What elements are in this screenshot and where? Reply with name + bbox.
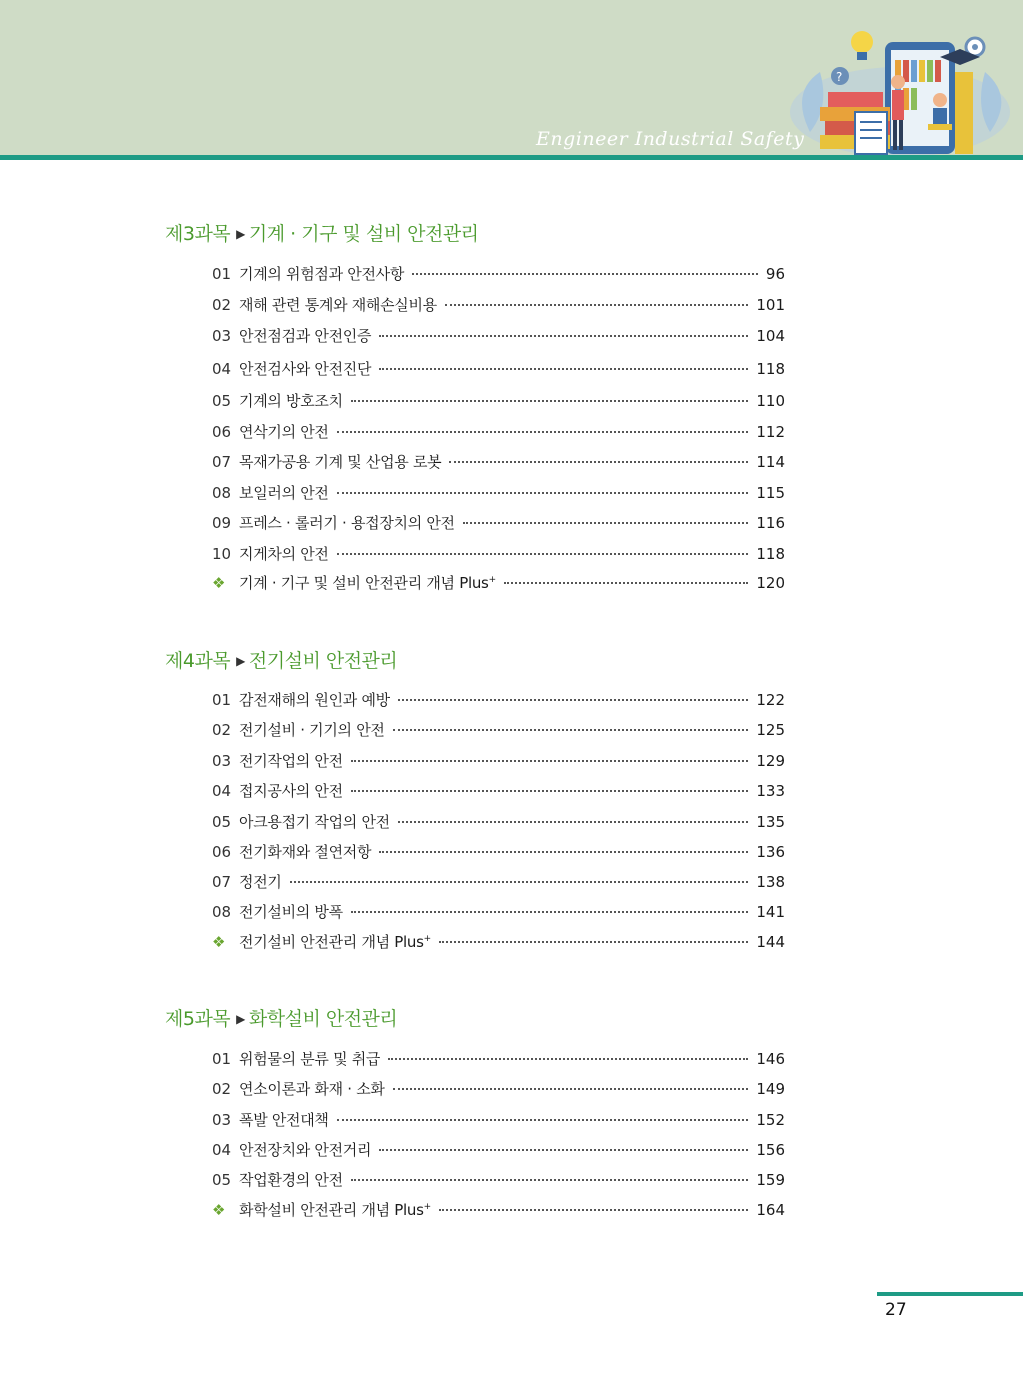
toc-page: 96 [765,265,785,283]
toc-number: 03 [212,327,232,345]
toc-page: 146 [756,1050,785,1068]
toc-row[interactable] [212,512,785,536]
toc-label: 안전점검과 안전인증 [239,327,372,345]
plus-sup: + [488,575,496,585]
toc-row[interactable] [212,1109,785,1133]
leader-dots [439,940,748,943]
toc-number: 07 [212,453,232,471]
play-arrow-icon: ▶ [236,1012,245,1026]
toc-row-plus[interactable] [212,572,785,596]
toc-label: 안전장치와 안전거리 [239,1141,372,1159]
toc-page: 156 [756,1141,785,1159]
toc-label [239,1199,431,1220]
leader-dots [379,334,748,337]
leader-dots [463,521,749,524]
toc-number: 05 [212,1171,232,1189]
leader-dots [351,789,749,792]
diamond-bullet-icon: ❖ [212,1201,226,1219]
toc-label: 감전재해의 원인과 예방 [239,691,390,709]
leader-dots [449,460,748,463]
leader-dots [393,728,749,731]
plus-sup: + [423,1202,431,1212]
toc-row[interactable] [212,543,785,567]
section-text: 화학설비 안전관리 [248,1008,398,1030]
toc-number: 05 [212,813,232,831]
toc-label: 연삭기의 안전 [239,423,329,441]
toc-page: 133 [756,782,785,800]
section-title-5 [165,1004,397,1031]
section-title-3 [165,219,479,246]
toc-label: 접지공사의 안전 [239,782,343,800]
play-arrow-icon: ▶ [236,654,245,668]
section-text: 기계 · 기구 및 설비 안전관리 [248,223,479,245]
toc-number: 06 [212,843,232,861]
plus-sup: + [423,934,431,944]
leader-dots [388,1057,748,1060]
toc-page: 135 [756,813,785,831]
toc-label: 작업환경의 안전 [239,1171,343,1189]
plus-label: 전기설비 안전관리 개념 Plus [239,933,424,951]
leader-dots [445,303,748,306]
leader-dots [398,698,749,701]
toc-row[interactable] [212,901,785,925]
toc-number: 08 [212,484,232,502]
toc-row[interactable] [212,451,785,475]
study-illustration [780,12,1020,157]
toc-number: 09 [212,514,232,532]
toc-number: 06 [212,423,232,441]
toc-row[interactable] [212,390,785,414]
play-arrow-icon: ▶ [236,227,245,241]
toc-row[interactable] [212,421,785,445]
toc-number: 04 [212,1141,232,1159]
diamond-bullet-icon: ❖ [212,933,226,951]
toc-number: 01 [212,1050,232,1068]
toc-row-plus[interactable] [212,931,785,955]
toc-number: 04 [212,360,232,378]
leader-dots [351,910,749,913]
leader-dots [351,399,749,402]
toc-label: 전기화재와 절연저항 [239,843,372,861]
toc-row[interactable] [212,811,785,835]
toc-label: 기계의 위험점과 안전사항 [239,265,405,283]
svg-text:?: ? [836,70,843,84]
toc-number: 01 [212,265,232,283]
toc-label: 전기설비의 방폭 [239,903,343,921]
leader-dots [379,1148,748,1151]
toc-page: 136 [756,843,785,861]
leader-dots [398,820,749,823]
leader-dots [337,552,749,555]
toc-label: 전기설비 · 기기의 안전 [239,721,385,739]
toc-number: 07 [212,873,232,891]
section-title-4 [165,646,397,673]
toc-row[interactable] [212,325,785,349]
diamond-bullet-icon: ❖ [212,574,226,592]
toc-row[interactable] [212,1169,785,1193]
toc-number: 04 [212,782,232,800]
toc-label: 안전검사와 안전진단 [239,360,372,378]
toc-page: 101 [756,296,785,314]
leader-dots [290,880,749,883]
toc-page: 129 [756,752,785,770]
header-title: Engineer Industrial Safety [536,128,805,150]
toc-page: 114 [756,453,785,471]
toc-page: 112 [756,423,785,441]
toc-number: 03 [212,752,232,770]
toc-page: 120 [756,574,785,592]
plus-label: 기계 · 기구 및 설비 안전관리 개념 Plus [239,574,489,592]
toc-label: 지게차의 안전 [239,545,329,563]
section-text: 전기설비 안전관리 [248,650,398,672]
toc-number: 02 [212,721,232,739]
toc-row[interactable] [212,482,785,506]
toc-row[interactable] [212,1078,785,1102]
toc-row[interactable] [212,750,785,774]
toc-page: 110 [756,392,785,410]
toc-row[interactable] [212,841,785,865]
leader-dots [439,1208,748,1211]
leader-dots [412,272,758,275]
toc-label [239,931,431,952]
toc-page: 115 [756,484,785,502]
leader-dots [337,491,749,494]
toc-label: 폭발 안전대책 [239,1111,329,1129]
section-prefix: 제4과목 [165,650,231,672]
leader-dots [351,759,749,762]
leader-dots [351,1178,749,1181]
toc-number: 01 [212,691,232,709]
toc-page: 118 [756,545,785,563]
toc-page: 149 [756,1080,785,1098]
toc-page: 118 [756,360,785,378]
header-rule [0,155,1023,160]
section-prefix: 제5과목 [165,1008,231,1030]
footer-rule [877,1292,1023,1296]
leader-dots [379,850,748,853]
leader-dots [504,581,749,584]
toc-label: 아크용접기 작업의 안전 [239,813,390,831]
toc-row[interactable] [212,719,785,743]
section-prefix: 제3과목 [165,223,231,245]
toc-row[interactable] [212,1048,785,1072]
toc-label: 보일러의 안전 [239,484,329,502]
leader-dots [337,430,749,433]
toc-page: 141 [756,903,785,921]
toc-label: 기계의 방호조치 [239,392,343,410]
toc-page: 122 [756,691,785,709]
toc-number: 08 [212,903,232,921]
toc-page: 138 [756,873,785,891]
toc-row[interactable] [212,871,785,895]
toc-label: 프레스 · 롤러기 · 용접장치의 안전 [239,514,455,532]
toc-number: 10 [212,545,232,563]
toc-page: 144 [756,933,785,951]
toc-row[interactable] [212,358,785,382]
header-band [0,0,1023,157]
toc-page: 164 [756,1201,785,1219]
toc-page: 159 [756,1171,785,1189]
toc-row[interactable] [212,1139,785,1163]
toc-label: 정전기 [239,873,282,891]
toc-label: 재해 관련 통계와 재해손실비용 [239,296,437,314]
leader-dots [337,1118,749,1121]
toc-number: 03 [212,1111,232,1129]
toc-number: 02 [212,296,232,314]
toc-row[interactable] [212,294,785,318]
toc-label: 전기작업의 안전 [239,752,343,770]
toc-page: 104 [756,327,785,345]
page-number: 27 [885,1300,907,1320]
toc-page: 125 [756,721,785,739]
toc-page: 116 [756,514,785,532]
toc-label: 목재가공용 기계 및 산업용 로봇 [239,453,442,471]
toc-row[interactable] [212,780,785,804]
toc-number: 02 [212,1080,232,1098]
leader-dots [393,1087,749,1090]
toc-label [239,572,496,593]
toc-row[interactable] [212,263,785,287]
toc-label: 위험물의 분류 및 취급 [239,1050,381,1068]
leader-dots [379,367,748,370]
plus-label: 화학설비 안전관리 개념 Plus [239,1201,424,1219]
toc-row[interactable] [212,689,785,713]
toc-row-plus[interactable] [212,1199,785,1223]
toc-label: 연소이론과 화재 · 소화 [239,1080,385,1098]
toc-number: 05 [212,392,232,410]
toc-page: 152 [756,1111,785,1129]
